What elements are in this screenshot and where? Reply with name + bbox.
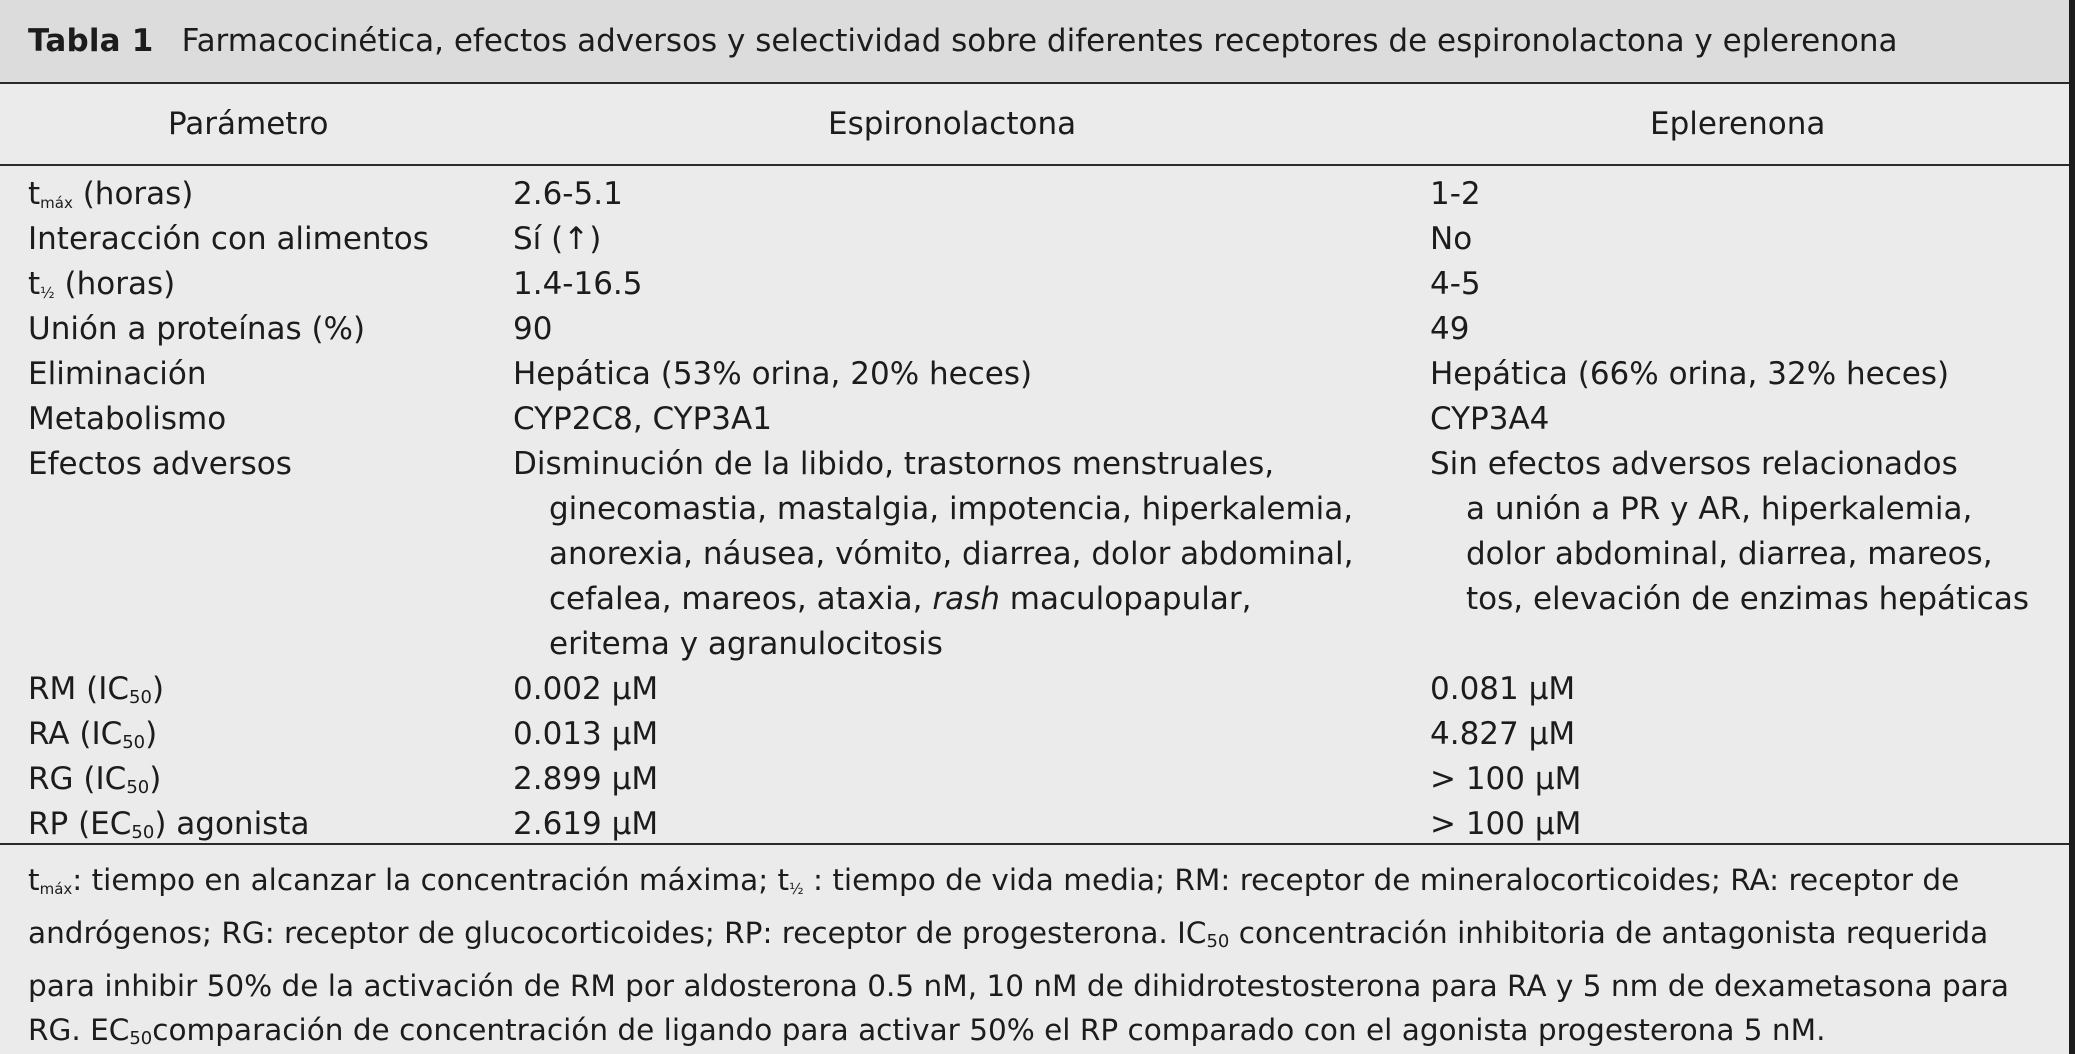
espironolactona-cell: 0.002 µM <box>513 671 659 707</box>
table-row <box>0 217 2069 262</box>
table-row <box>0 442 2069 667</box>
table-row <box>0 352 2069 397</box>
table-row <box>0 667 2069 712</box>
eplerenona-cell: > 100 µM <box>1430 806 1582 842</box>
espironolactona-cell: 0.013 µM <box>513 716 659 752</box>
table-bottom-rule <box>0 843 2069 845</box>
table-title: Farmacocinética, efectos adversos y selectividad sobre diferentes receptores de espironolactona y eplerenona <box>181 23 1898 59</box>
eplerenona-cell: CYP3A4 <box>1430 401 1550 437</box>
param-cell: Interacción con alimentos <box>28 221 429 257</box>
eplerenona-cell: 4.827 µM <box>1430 716 1576 752</box>
table-header-row <box>0 84 2069 166</box>
table-row <box>0 712 2069 757</box>
param-cell: RM $(IC_{50})$ <box>28 671 165 708</box>
param-cell: Eliminación <box>28 356 207 392</box>
espironolactona-cell: Disminución de la libido, trastornos menstruales, ginecomastia, mastalgia, impotencia, hiperkalemia, anorexia, náusea, vómito, diarrea, dolor abdominal, cefalea, mareos, ataxia, rash maculopapular, eritema y agranulocitosis <box>513 446 1354 662</box>
right-edge-rule <box>2069 0 2075 1054</box>
table-body <box>0 172 2069 847</box>
espironolactona-cell: 90 <box>513 311 553 347</box>
espironolactona-cell: 2.619 µM <box>513 806 659 842</box>
param-cell: Unión a proteínas (%) <box>28 311 366 347</box>
param-cell: t½ (horas) <box>28 266 176 302</box>
espironolactona-cell: Hepática (53% orina, 20% heces) <box>513 356 1033 392</box>
table-title-bar <box>0 0 2069 84</box>
param-cell: tmáx (horas) <box>28 176 194 212</box>
espironolactona-cell: Sí (↑) <box>513 221 602 257</box>
param-cell: RG $(IC_{50})$ <box>28 761 162 798</box>
table-row <box>0 262 2069 307</box>
espironolactona-cell: 2.899 µM <box>513 761 659 797</box>
eplerenona-cell: > 100 µM <box>1430 761 1582 797</box>
param-cell: Efectos adversos <box>28 446 292 482</box>
table-row <box>0 757 2069 802</box>
table-label: Tabla 1 <box>28 23 154 59</box>
eplerenona-cell: 49 <box>1430 311 1470 347</box>
eplerenona-cell: Sin efectos adversos relacionados a unión a PR y AR, hiperkalemia, dolor abdominal, diarrea, mareos, tos, elevación de enzimas hepáticas <box>1430 446 2029 617</box>
param-cell: Metabolismo <box>28 401 227 437</box>
eplerenona-cell: No <box>1430 221 1473 257</box>
header-espironolactona: Espironolactona <box>828 106 1077 142</box>
header-parametro: Parámetro <box>168 106 329 142</box>
eplerenona-cell: 4-5 <box>1430 266 1481 302</box>
header-eplerenona: Eplerenona <box>1650 106 1826 142</box>
table-row <box>0 172 2069 217</box>
table-row <box>0 802 2069 847</box>
table-row <box>0 397 2069 442</box>
param-cell: RP $(EC_{50})$ agonista <box>28 806 310 843</box>
table-footnote: tmáx: tiempo en alcanzar la concentración máxima; t½ : tiempo de vida media; RM: receptor de mineralocorticoides; RA: receptor de andrógenos; RG: receptor de glucocorticoides; RP: receptor de progesterona. $IC_{50}$ concentración inhibitoria de antagonista requerida para inhibir 50% de la activación de RM por aldosterona 0.5 nM, 10 nM de dihidrotestosterona para RA y 5 nm de dexametasona para RG. $EC_{50}comparación$ de concentración de ligando para activar 50% el RP comparado con el agonista progesterona 5 nM. <box>28 863 2009 1049</box>
table-row <box>0 307 2069 352</box>
param-cell: RA $(IC_{50})$ <box>28 716 158 753</box>
eplerenona-cell: 0.081 µM <box>1430 671 1576 707</box>
espironolactona-cell: 1.4-16.5 <box>513 266 643 302</box>
espironolactona-cell: 2.6-5.1 <box>513 176 623 212</box>
espironolactona-cell: CYP2C8, CYP3A1 <box>513 401 772 437</box>
eplerenona-cell: Hepática (66% orina, 32% heces) <box>1430 356 1950 392</box>
eplerenona-cell: 1-2 <box>1430 176 1481 212</box>
